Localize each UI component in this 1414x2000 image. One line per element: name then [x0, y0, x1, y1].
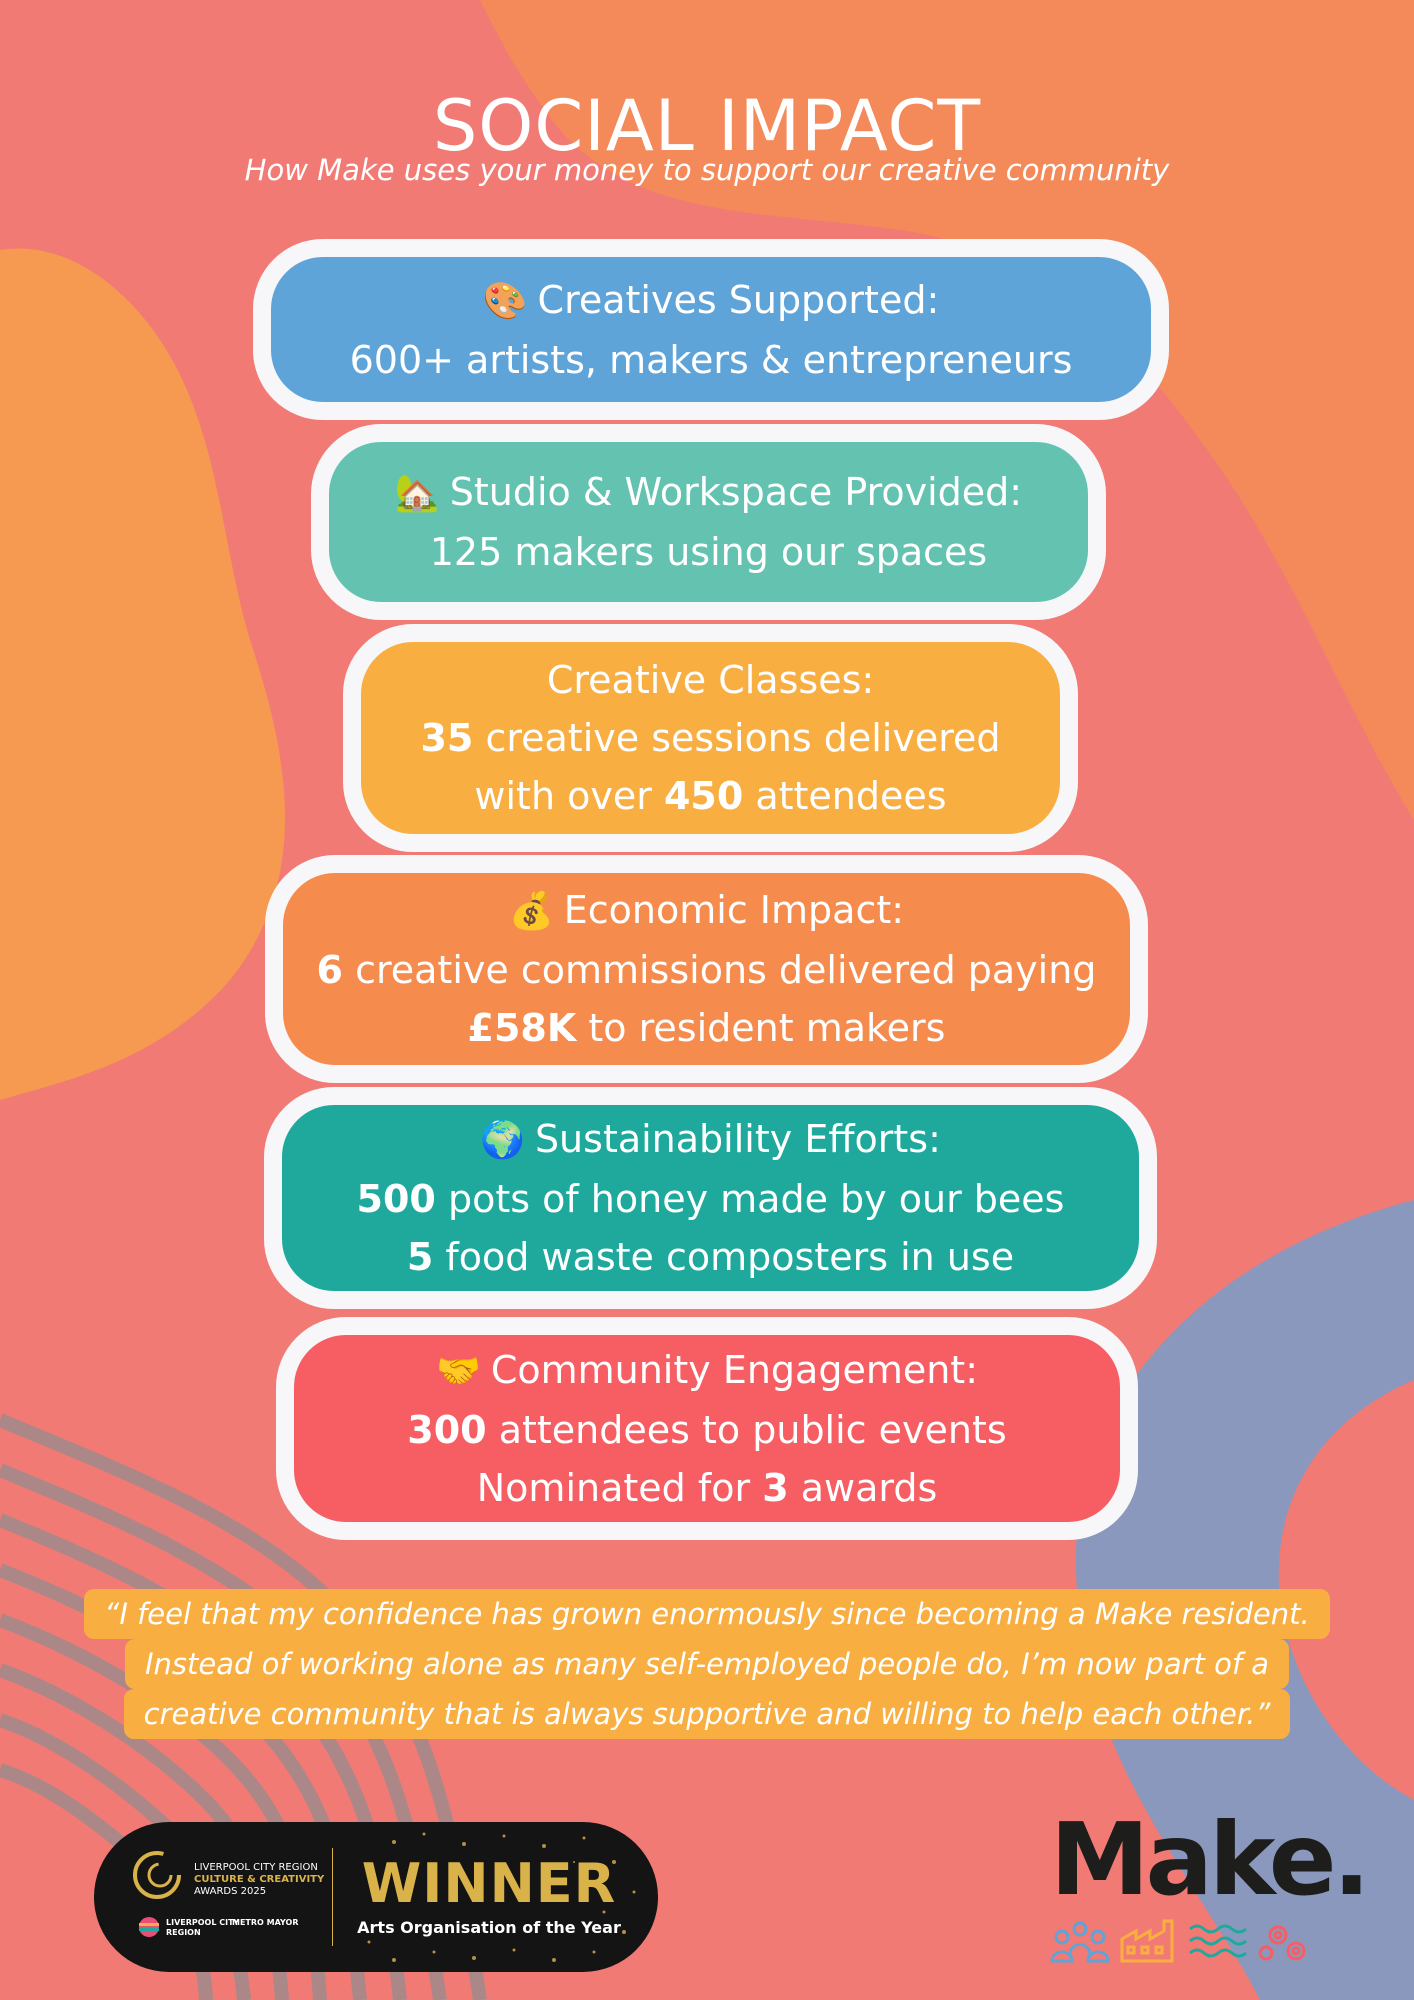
line-post: to resident makers: [576, 1006, 946, 1050]
factory-icon: [1122, 1921, 1172, 1961]
award-badge: [94, 1822, 658, 1972]
card-heading-text: Creatives Supported:: [537, 277, 940, 322]
lcr-label: LIVERPOOL CITY REGION: [166, 1918, 240, 1937]
quote-line: Instead of working alone as many self-employed people do, I’m now part of a: [125, 1639, 1289, 1689]
people-icon: [1052, 1923, 1108, 1961]
card-line: [420, 709, 1000, 767]
award-org-line1: LIVERPOOL CITY REGION: [194, 1862, 318, 1873]
quote-line: “I feel that my confidence has grown enormously since becoming a Make resident.: [84, 1589, 1329, 1639]
page-title: SOCIAL IMPACT: [432, 85, 982, 167]
line-bold-value: 500: [356, 1177, 436, 1221]
line-post: food waste composters in use: [433, 1235, 1015, 1279]
card-heading: [509, 881, 904, 941]
line-bold-value: 450: [663, 774, 744, 818]
handshake-icon: 🤝: [435, 1350, 481, 1392]
card-studio-workspace: [311, 424, 1106, 620]
house-icon: 🏡: [394, 473, 440, 514]
card-line: 125 makers using our spaces: [429, 530, 988, 574]
line-post: creative commissions delivered paying: [343, 948, 1097, 992]
palette-icon: 🎨: [482, 280, 528, 322]
line-pre: with over: [474, 774, 664, 818]
card-economic-impact: [265, 855, 1148, 1083]
waves-icon: [1190, 1926, 1246, 1956]
card-creatives-supported: [253, 239, 1169, 420]
card-creative-classes: [343, 624, 1078, 852]
card-heading: [480, 1110, 941, 1170]
line-post: creative sessions delivered: [473, 716, 1001, 760]
card-heading: Creative Classes:: [546, 658, 875, 702]
card-line: [477, 1459, 938, 1517]
card-heading-text: Sustainability Efforts:: [534, 1117, 941, 1161]
line-post: awards: [788, 1465, 938, 1510]
line-post: pots of honey made by our bees: [435, 1177, 1065, 1221]
card-heading-text: Community Engagement:: [490, 1347, 979, 1392]
card-line: [357, 1170, 1065, 1228]
money-bag-icon: 💰: [508, 891, 554, 932]
line-bold-value: 5: [406, 1235, 434, 1279]
line-post: attendees: [743, 774, 947, 818]
line-bold-value: 300: [407, 1407, 487, 1452]
card-heading-text: Economic Impact:: [563, 888, 905, 932]
make-logo: Make.: [1050, 1801, 1367, 1918]
globe-icon: 🌍: [480, 1120, 525, 1161]
lcr-logo-icon: [138, 1916, 160, 1938]
card-heading: [483, 271, 940, 331]
card-line: [474, 767, 946, 825]
gears-icon: [1260, 1927, 1304, 1959]
make-brand-icons: [1050, 1915, 1330, 1965]
quote-line: creative community that is always supportive and willing to help each other.”: [124, 1689, 1291, 1739]
line-bold-value: 35: [420, 716, 474, 760]
card-heading: [395, 463, 1022, 523]
testimonial-quote: [0, 1589, 1414, 1739]
line-bold-value: 3: [762, 1465, 789, 1510]
line-bold-value: £58K: [467, 1006, 577, 1050]
card-line: [317, 941, 1097, 999]
line-post: attendees to public events: [486, 1407, 1007, 1452]
award-divider: [332, 1848, 333, 1946]
line-pre: Nominated for: [476, 1465, 763, 1510]
card-line: [407, 1228, 1014, 1286]
card-line: [468, 999, 946, 1057]
award-winner-text: WINNER: [361, 1852, 617, 1915]
award-org-line2: CULTURE & CREATIVITY: [194, 1874, 325, 1885]
card-heading: [436, 1341, 978, 1401]
metro-mayor-label: METRO MAYOR: [232, 1918, 299, 1927]
culture-creativity-emblem-icon: [130, 1848, 185, 1903]
line-bold-value: 6: [316, 948, 343, 992]
card-line: 600+ artists, makers & entrepreneurs: [349, 337, 1073, 382]
award-category: Arts Organisation of the Year: [357, 1918, 621, 1937]
page-subtitle: How Make uses your money to support our creative community: [244, 153, 1170, 187]
card-heading-text: Studio & Workspace Provided:: [449, 470, 1023, 514]
card-community-engagement: [276, 1317, 1138, 1540]
card-line: [407, 1401, 1006, 1459]
award-org-line3: AWARDS 2025: [194, 1886, 267, 1897]
card-sustainability-efforts: [264, 1087, 1157, 1309]
